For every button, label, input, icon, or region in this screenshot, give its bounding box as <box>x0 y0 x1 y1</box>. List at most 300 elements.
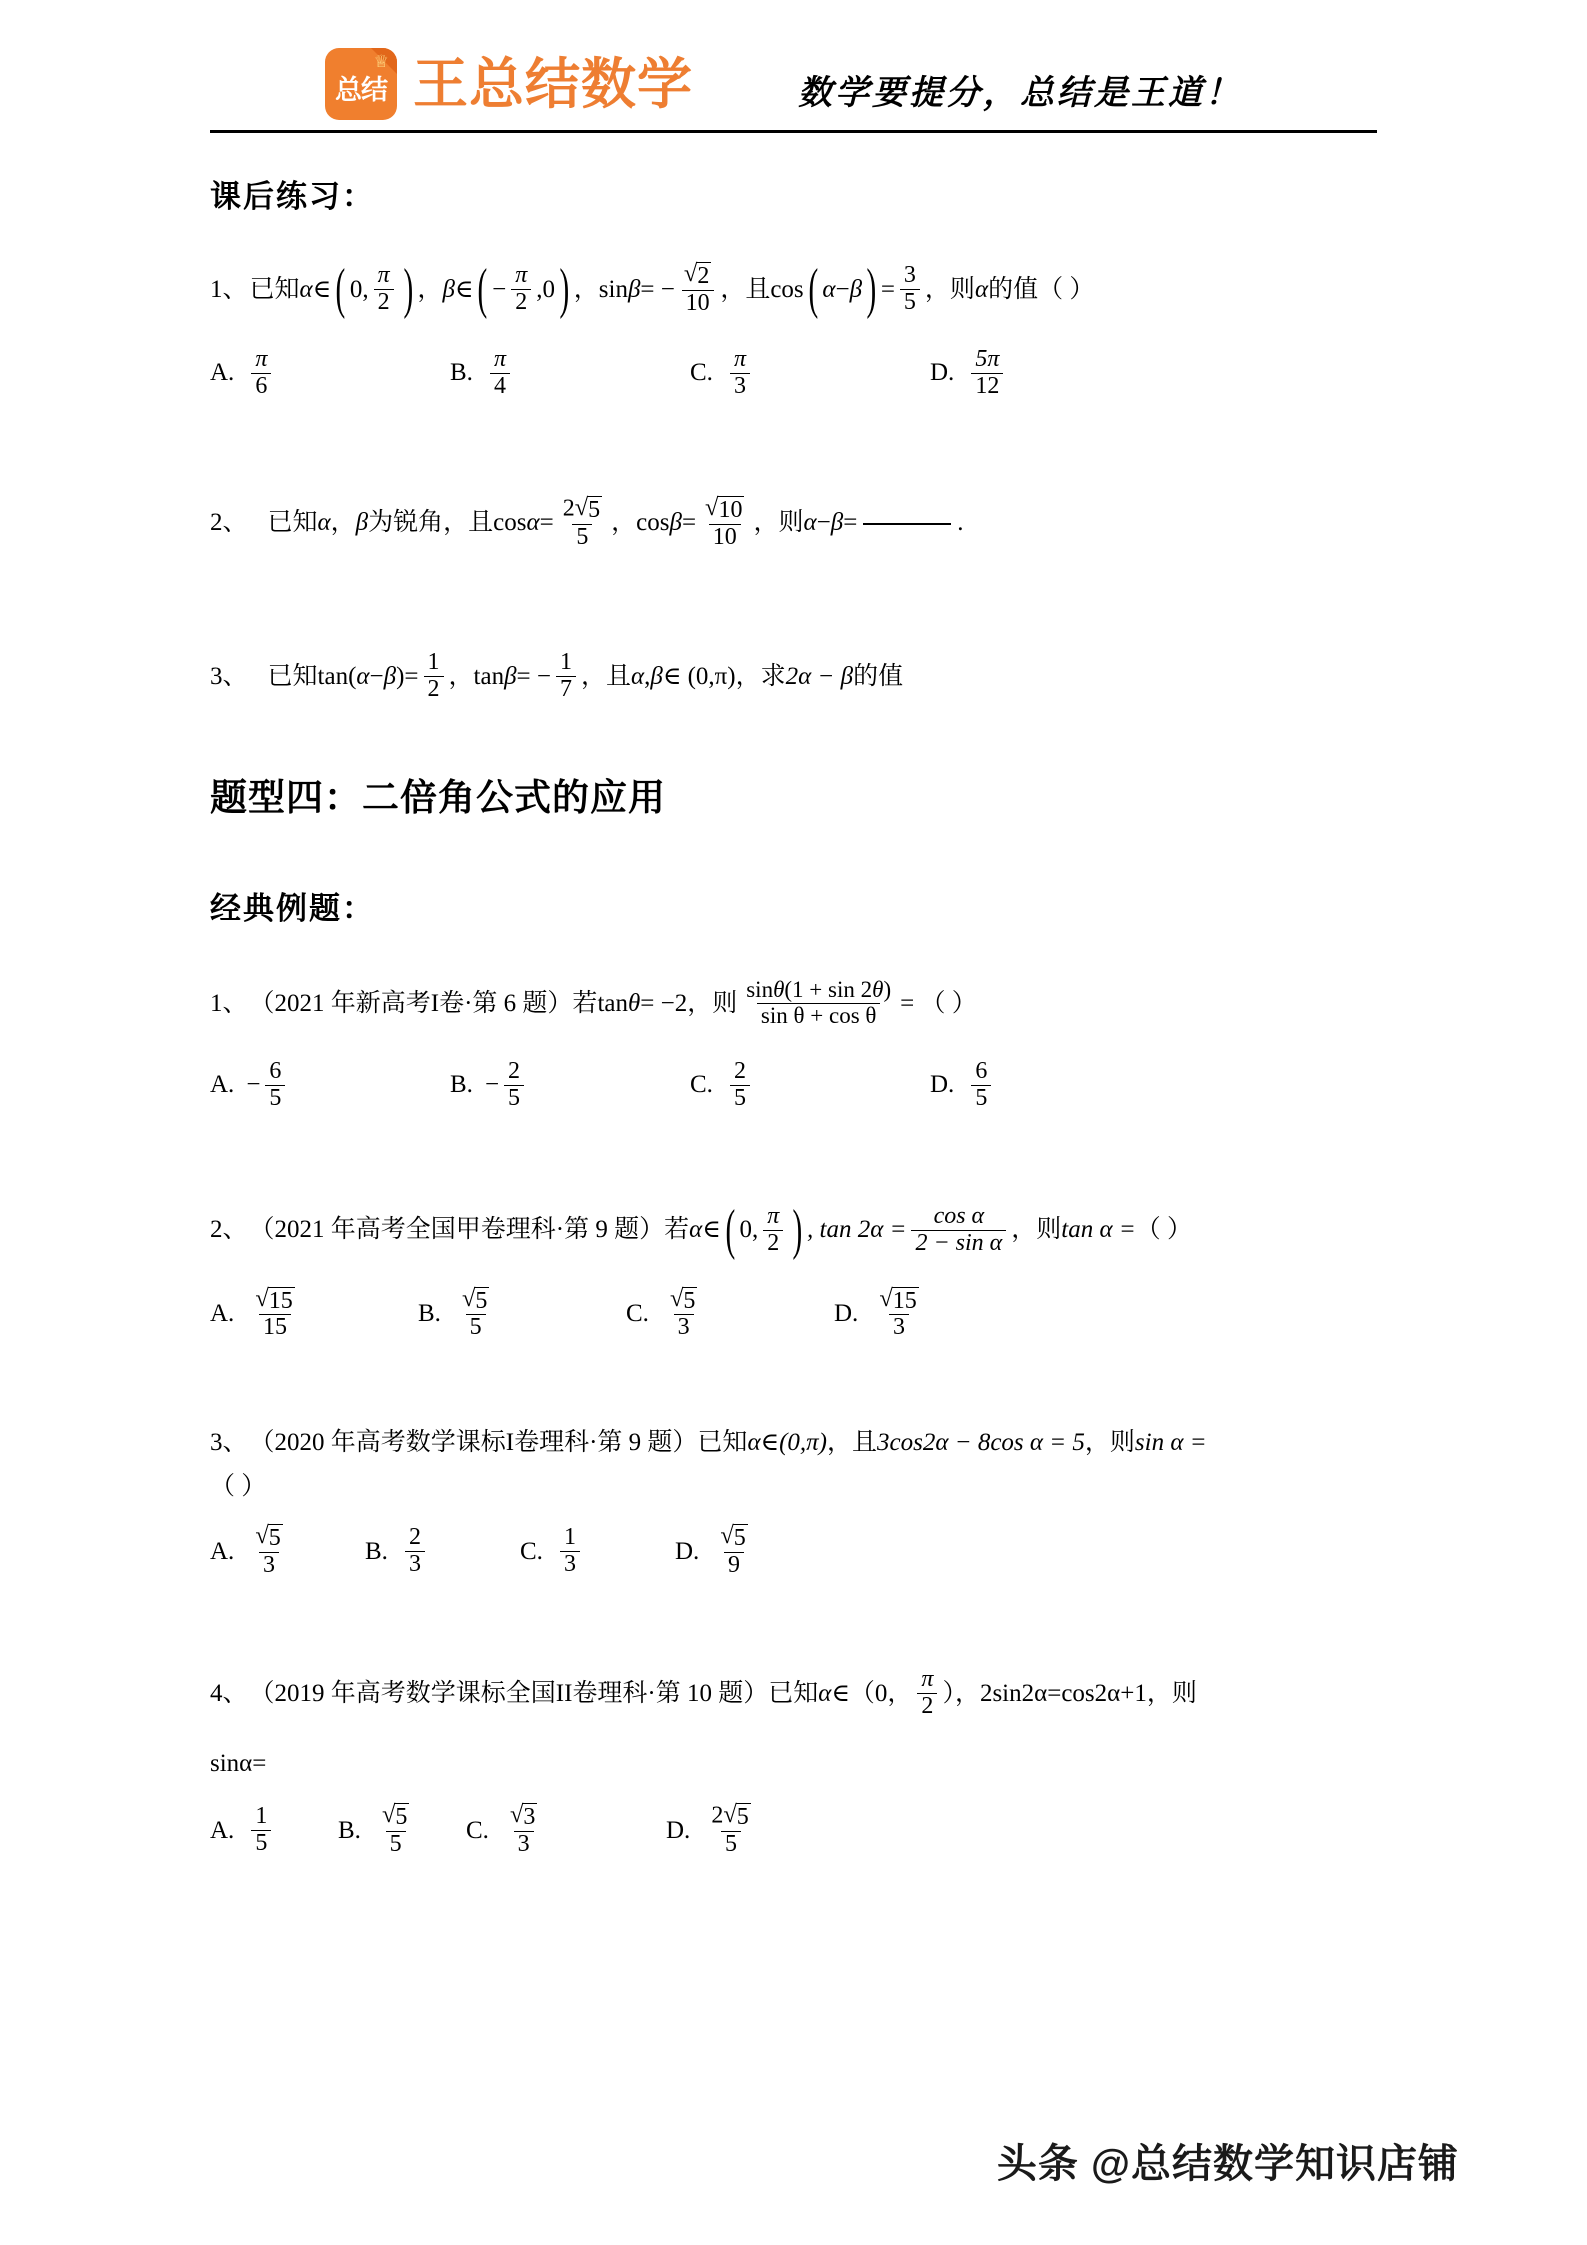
denominator: 3 <box>674 1314 694 1341</box>
numerator <box>506 1803 541 1831</box>
example-2-ruo: 若 <box>664 1216 690 1244</box>
option-b-label: B. <box>338 1816 361 1844</box>
example-4-alpha: α <box>818 1679 832 1707</box>
numerator: 1 <box>427 649 440 676</box>
sqrt-icon: √ 5 <box>461 1284 488 1314</box>
option-a-value <box>265 1059 285 1112</box>
question-1-beta-2: β <box>627 275 641 303</box>
option-b-value <box>405 1525 425 1578</box>
numer-sin: sin <box>746 977 774 1003</box>
option-b-value <box>490 347 510 400</box>
numerator <box>701 493 748 524</box>
option-d[interactable] <box>930 1059 1170 1112</box>
example-3-comma: ，且 <box>827 1429 878 1457</box>
radicand: 3 <box>523 1804 536 1831</box>
denominator: 5 <box>900 289 920 316</box>
radicand: 2 <box>697 263 710 289</box>
question-3-comma-3: ，求 <box>735 663 786 691</box>
example-3-known: 已知 <box>697 1429 748 1457</box>
numerator <box>251 1284 298 1315</box>
question-1 <box>210 258 1377 321</box>
radicand: 5 <box>475 1287 488 1314</box>
denominator: 2 <box>763 1230 783 1257</box>
option-d[interactable] <box>666 1803 760 1858</box>
option-b-label: B. <box>450 1071 473 1099</box>
example-1-tan: tan <box>597 989 628 1017</box>
option-a-value <box>251 1284 298 1342</box>
question-2-alpha-3: α <box>803 509 817 537</box>
option-a-sign: − <box>246 1071 261 1099</box>
example-3-range: α∈(0,π) <box>747 1429 827 1457</box>
right-paren: ) <box>866 258 877 321</box>
question-2 <box>210 493 1377 551</box>
denominator: 3 <box>560 1551 580 1578</box>
option-d-label: D. <box>834 1299 859 1327</box>
question-1-zero: 0, <box>349 275 369 303</box>
question-3-expr: 2α − β <box>785 663 854 691</box>
sqrt-icon: √ 5 <box>255 1522 281 1552</box>
example-4-in: ∈（0， <box>831 1679 913 1707</box>
fraction-pi-over-2 <box>374 263 394 316</box>
denominator: 5 <box>386 1831 406 1858</box>
option-c-label: C. <box>466 1816 489 1844</box>
option-b[interactable] <box>450 1059 690 1112</box>
option-c-label: C. <box>690 1071 713 1099</box>
question-1-number: 1、 <box>210 275 248 303</box>
denominator: 2 <box>374 289 394 316</box>
option-d-label: D. <box>666 1816 691 1844</box>
question-1-comma-1: ， <box>417 275 443 303</box>
option-d-value <box>707 1803 754 1858</box>
question-1-interval-alpha <box>331 258 417 321</box>
example-1-eq: = −2 <box>640 989 688 1017</box>
option-c-value <box>560 1525 580 1578</box>
option-d-value <box>875 1284 922 1342</box>
sqrt-icon: √ 3 <box>509 1801 536 1831</box>
denominator: 5 <box>466 1314 486 1341</box>
example-3-sina: sin α = <box>1134 1429 1207 1457</box>
example-2-interval <box>721 1198 807 1261</box>
crown-icon: ♕ <box>373 52 389 71</box>
example-3-options <box>210 1524 1377 1579</box>
question-3-range: ∈ (0,π) <box>662 663 736 691</box>
option-c-value <box>666 1284 701 1342</box>
fraction-1-over-7 <box>556 650 576 703</box>
numerator <box>559 493 606 524</box>
sqrt-icon: √ 15 <box>879 1284 917 1314</box>
option-a[interactable] <box>210 1284 418 1342</box>
example-4-equation: 2sin2α=cos2α+1，则 <box>979 1679 1197 1707</box>
logo-badge-icon <box>325 48 397 120</box>
example-2-zero: 0, <box>739 1216 759 1244</box>
option-c-label: C. <box>690 359 713 387</box>
option-a-value <box>251 347 271 400</box>
numer-theta: θ <box>773 977 785 1003</box>
option-c-value <box>506 1803 541 1858</box>
tagline: 数学要提分，总结是王道！ <box>798 75 1243 112</box>
numerator: π <box>921 1666 934 1693</box>
numerator: 3 <box>903 262 916 288</box>
logo-mark-label: 总结 <box>335 74 387 105</box>
right-paren: ) <box>403 258 413 321</box>
option-a-label: A. <box>210 1816 235 1844</box>
example-question-3 <box>210 1429 1377 1457</box>
option-b-sign: − <box>484 1071 500 1099</box>
denominator: 9 <box>724 1552 744 1579</box>
question-2-acute: 为锐角，且 <box>368 509 494 537</box>
option-d[interactable] <box>930 347 1170 400</box>
numerator: π <box>493 345 506 372</box>
option-d-value <box>971 347 1003 400</box>
option-c-label: C. <box>626 1299 649 1327</box>
arg-beta: β <box>849 275 863 303</box>
question-3-beta-2: β <box>504 663 517 691</box>
header-divider <box>210 130 1377 133</box>
topic-heading: 题型四：二倍角公式的应用 <box>210 777 666 819</box>
radicand: 5 <box>736 1804 749 1831</box>
sqrt-icon: √ 5 <box>723 1801 749 1831</box>
option-a-label: A. <box>210 1537 235 1565</box>
arg-alpha: α <box>822 275 836 303</box>
option-c-value <box>730 347 750 400</box>
radicand: 10 <box>718 496 743 523</box>
question-3-eq: = <box>404 663 419 691</box>
example-section-label: 经典例题： <box>210 891 375 927</box>
fraction-2sqrt5-over-5 <box>559 493 606 551</box>
denominator: 5 <box>721 1831 741 1858</box>
question-3-beta: β <box>383 663 397 691</box>
denominator: 15 <box>259 1314 291 1341</box>
question-1-zero-2: ,0 <box>536 275 556 303</box>
option-b-label: B. <box>418 1299 441 1327</box>
page-header <box>0 0 1587 120</box>
sqrt-icon: √ 5 <box>720 1522 746 1552</box>
numerator <box>742 978 895 1003</box>
option-d-value <box>716 1524 751 1579</box>
question-3-comma-1: ， <box>448 663 474 691</box>
numerator <box>251 1524 286 1552</box>
option-c-value <box>730 1059 750 1112</box>
numerator: π <box>733 345 746 372</box>
coefficient: 2 <box>711 1802 724 1829</box>
question-3-tan: tan( <box>317 663 357 691</box>
radicand: 5 <box>395 1804 408 1831</box>
question-2-cos-2: cos <box>636 509 670 537</box>
option-d[interactable] <box>834 1284 1042 1342</box>
numerator <box>680 262 715 290</box>
numerator: π <box>515 262 528 288</box>
example-3-paren: （ ） <box>210 1472 267 1500</box>
example-4-options <box>210 1803 1377 1858</box>
sqrt-icon: √ 5 <box>574 493 601 523</box>
example-2-fraction <box>911 1204 1006 1257</box>
radicand: 15 <box>268 1287 293 1314</box>
question-2-period: . <box>957 509 964 537</box>
question-2-comma-2: ，则 <box>753 509 804 537</box>
question-1-tail: 的值（ ） <box>988 275 1095 303</box>
option-c[interactable] <box>466 1803 666 1858</box>
worksheet-content <box>0 171 1587 1858</box>
denominator: 3 <box>259 1552 279 1579</box>
example-4-sina-label: sinα= <box>210 1749 267 1777</box>
option-b[interactable] <box>418 1284 626 1342</box>
option-c[interactable] <box>626 1284 834 1342</box>
example-4-source: （2019 年高考数学课标全国II卷理科·第 10 题） <box>249 1679 769 1707</box>
example-2-paren: （ ） <box>1135 1216 1192 1244</box>
denominator: 5 <box>730 1085 750 1112</box>
right-paren: ) <box>559 258 570 321</box>
numer-open: (1 + sin 2 <box>784 977 873 1003</box>
question-1-cos-arg <box>804 258 881 321</box>
question-2-number: 2、 <box>210 509 248 537</box>
example-question-1 <box>210 978 1377 1029</box>
question-3-alpha-2: α <box>631 663 645 691</box>
example-3-number: 3、 <box>210 1429 248 1457</box>
numerator: 2 <box>733 1057 746 1084</box>
question-2-alpha-2: α <box>526 509 540 537</box>
example-1-number: 1、 <box>210 989 248 1017</box>
example-1-eq-2: = （ ） <box>900 989 977 1017</box>
question-2-comma-1: ， <box>611 509 637 537</box>
example-3-answer-paren <box>210 1473 1377 1501</box>
example-question-2 <box>210 1198 1377 1261</box>
question-1-alpha: α <box>299 275 313 303</box>
radicand: 15 <box>892 1287 917 1314</box>
radicand: 5 <box>268 1525 281 1552</box>
denominator: 12 <box>971 373 1003 400</box>
option-c[interactable] <box>690 1059 930 1112</box>
numerator: 5π <box>975 345 1000 372</box>
left-paren: ( <box>335 258 346 321</box>
numerator: 6 <box>975 1057 988 1084</box>
question-2-eq: = <box>539 509 554 537</box>
practice-section-label: 课后练习： <box>210 179 375 214</box>
question-1-beta: β <box>442 275 455 303</box>
numerator: 2 <box>408 1524 421 1551</box>
numerator: 1 <box>255 1803 268 1830</box>
example-2-source: （2021 年高考全国甲卷理科·第 9 题） <box>249 1216 665 1244</box>
option-b-value <box>378 1803 413 1858</box>
option-a-label: A. <box>210 359 235 387</box>
denominator: 2 <box>917 1693 937 1720</box>
denominator: 3 <box>889 1314 909 1341</box>
example-1-ruo: 若 <box>572 989 598 1017</box>
example-2-tana: tan α = <box>1061 1216 1136 1244</box>
option-b[interactable] <box>338 1803 466 1858</box>
example-2-comma: ，则 <box>1011 1216 1062 1244</box>
denominator: 6 <box>251 373 271 400</box>
question-1-in-1: ∈ <box>312 275 332 303</box>
numerator: 6 <box>269 1057 282 1084</box>
fraction-pi-over-2 <box>917 1667 937 1720</box>
denominator: 3 <box>514 1831 534 1858</box>
left-paren: ( <box>808 258 818 321</box>
question-1-options <box>210 347 1377 400</box>
numerator: π <box>767 1202 780 1229</box>
left-paren: ( <box>725 1198 735 1261</box>
option-c[interactable] <box>690 347 930 400</box>
option-a-label: A. <box>210 1071 235 1099</box>
numerator: cos α <box>933 1202 985 1229</box>
numerator <box>458 1284 493 1315</box>
denominator: 3 <box>730 373 750 400</box>
question-3: 3、 已知 tan( α − β ) = $\frac{1}{2}$ ， tan β = − $\frac{1}{7}$ ，且 α , β ∈ (0,π) ，求 2α − β 的值 <box>210 649 904 703</box>
option-b-value <box>504 1059 524 1112</box>
right-paren: ) <box>792 1198 803 1261</box>
example-4-close: ）， <box>942 1679 980 1707</box>
option-a[interactable] <box>210 1059 450 1112</box>
denominator: 5 <box>251 1830 271 1857</box>
numerator: 2 <box>508 1057 521 1084</box>
option-b-label: B. <box>450 359 473 387</box>
question-2-beta: β <box>355 509 369 537</box>
option-b-value <box>458 1284 493 1342</box>
sqrt-icon: √ 2 <box>683 260 710 289</box>
numerator: 1 <box>563 1524 576 1551</box>
denominator: 2 − sin α <box>911 1230 1006 1257</box>
answer-blank[interactable] <box>863 522 951 525</box>
denominator: 5 <box>504 1085 524 1112</box>
option-c-label: C. <box>520 1537 543 1565</box>
arg-minus: − <box>835 275 850 303</box>
question-1-cos: cos <box>770 275 804 303</box>
option-d-label: D. <box>675 1537 700 1565</box>
question-1-comma-2: ， <box>573 275 599 303</box>
fraction-1-over-2 <box>424 650 444 703</box>
example-2-options <box>210 1284 1377 1342</box>
option-d-label: D. <box>930 1071 955 1099</box>
question-3-minus: − <box>369 663 384 691</box>
denominator: 5 <box>971 1085 991 1112</box>
example-1-source: （2021 年新高考I卷·第 6 题） <box>249 989 573 1017</box>
option-b-label: B. <box>365 1537 388 1565</box>
fraction-pi-over-2b <box>511 263 531 316</box>
question-2-known: 已知 <box>267 509 318 537</box>
numerator <box>378 1803 413 1831</box>
option-b[interactable] <box>365 1525 520 1578</box>
question-3-tail: 的值 <box>853 663 904 691</box>
question-3-comma-2: ，且 <box>581 663 632 691</box>
numerator <box>707 1803 754 1831</box>
example-2-alpha: α <box>689 1216 703 1244</box>
example-3-source: （2020 年高考数学课标I卷理科·第 9 题） <box>249 1429 698 1457</box>
fraction-pi-over-2 <box>763 1204 783 1257</box>
example-2-number: 2、 <box>210 1216 248 1244</box>
question-2-alpha: α <box>317 509 331 537</box>
option-a[interactable] <box>210 1804 338 1857</box>
question-2-eq-2: = <box>681 509 697 537</box>
question-3-number: 3、 <box>210 663 248 691</box>
question-1-comma-4: ，则 <box>924 275 975 303</box>
option-c[interactable] <box>520 1525 675 1578</box>
question-1-alpha-2: α <box>974 275 989 303</box>
question-1-in-2: ∈ <box>454 275 474 303</box>
question-3-beta-3: β <box>650 663 663 691</box>
question-3-tan-b: tan <box>473 663 505 691</box>
numerator <box>875 1284 922 1315</box>
denominator: 7 <box>556 676 576 703</box>
sqrt-icon: √ 5 <box>669 1284 696 1314</box>
example-1-comma: ，则 <box>687 989 738 1017</box>
denominator: 4 <box>490 373 510 400</box>
option-a[interactable] <box>210 347 450 400</box>
example-1-options <box>210 1059 1377 1112</box>
radicand: 5 <box>588 496 601 523</box>
numerator: π <box>377 262 390 288</box>
question-2-cos: cos <box>493 509 527 537</box>
option-d-value <box>971 1059 991 1112</box>
numerator: π <box>255 345 268 372</box>
question-1-eq-2: = <box>880 275 895 303</box>
denominator: 10 <box>682 290 714 317</box>
question-3-known: 已知 <box>267 663 318 691</box>
example-4-known: 已知 <box>768 1679 819 1707</box>
option-a-label: A. <box>210 1299 235 1327</box>
option-a-value <box>251 1804 271 1857</box>
question-2-comma-0: ， <box>330 509 356 537</box>
example-2-tan2a: , tan 2α = <box>807 1216 907 1244</box>
brand-logo <box>325 48 693 120</box>
denominator: 10 <box>709 524 741 551</box>
option-b[interactable] <box>450 347 690 400</box>
example-4-sina <box>210 1750 1377 1778</box>
question-1-eq-1: = − <box>640 275 675 303</box>
numer-close: ) <box>883 977 892 1003</box>
fraction-sqrt2-over-10 <box>680 262 715 317</box>
example-question-4 <box>210 1667 1377 1720</box>
example-3-comma-2: ，则 <box>1084 1429 1135 1457</box>
example-3-equation: 3cos2α − 8cos α = 5 <box>877 1429 1085 1457</box>
denominator: 3 <box>405 1551 425 1578</box>
sqrt-icon: √ 10 <box>705 493 743 523</box>
numerator <box>666 1284 701 1315</box>
question-2-beta-3: β <box>830 509 844 537</box>
fraction-sqrt10-over-10 <box>701 493 748 551</box>
question-3-eq-2: = − <box>516 663 551 691</box>
denominator: 2 <box>424 676 444 703</box>
option-d[interactable] <box>675 1524 757 1579</box>
numer-theta-2: θ <box>872 977 884 1003</box>
fraction-3-over-5 <box>900 263 920 316</box>
question-1-known: 已知 <box>249 275 300 303</box>
question-2-minus: − <box>816 509 831 537</box>
option-a-value <box>251 1524 286 1579</box>
footer-watermark: 头条 @总结数学知识店铺 <box>996 2142 1459 2186</box>
question-1-sin: sin <box>598 275 628 303</box>
example-1-theta: θ <box>627 989 641 1017</box>
example-2-in: ∈ <box>702 1216 721 1244</box>
question-2-beta-2: β <box>669 509 682 537</box>
question-1-interval-beta <box>473 258 573 321</box>
denominator: 5 <box>572 524 592 551</box>
left-paren: ( <box>477 258 488 321</box>
option-d-label: D. <box>930 359 955 387</box>
denominator: 2 <box>511 289 531 316</box>
question-1-neg: − <box>492 275 507 303</box>
option-a[interactable] <box>210 1524 365 1579</box>
radicand: 5 <box>683 1287 696 1314</box>
numerator: 1 <box>560 649 572 676</box>
question-3-rp: ) <box>396 663 405 691</box>
denominator: sin θ + cos θ <box>757 1003 881 1029</box>
question-3-alpha: α <box>356 663 370 691</box>
question-2-eq-tail: = <box>843 509 858 537</box>
numerator <box>716 1524 751 1552</box>
sqrt-icon: √ 5 <box>381 1801 408 1831</box>
coefficient: 2 <box>562 495 575 522</box>
example-4-number: 4、 <box>210 1679 248 1707</box>
example-1-fraction <box>742 978 895 1029</box>
